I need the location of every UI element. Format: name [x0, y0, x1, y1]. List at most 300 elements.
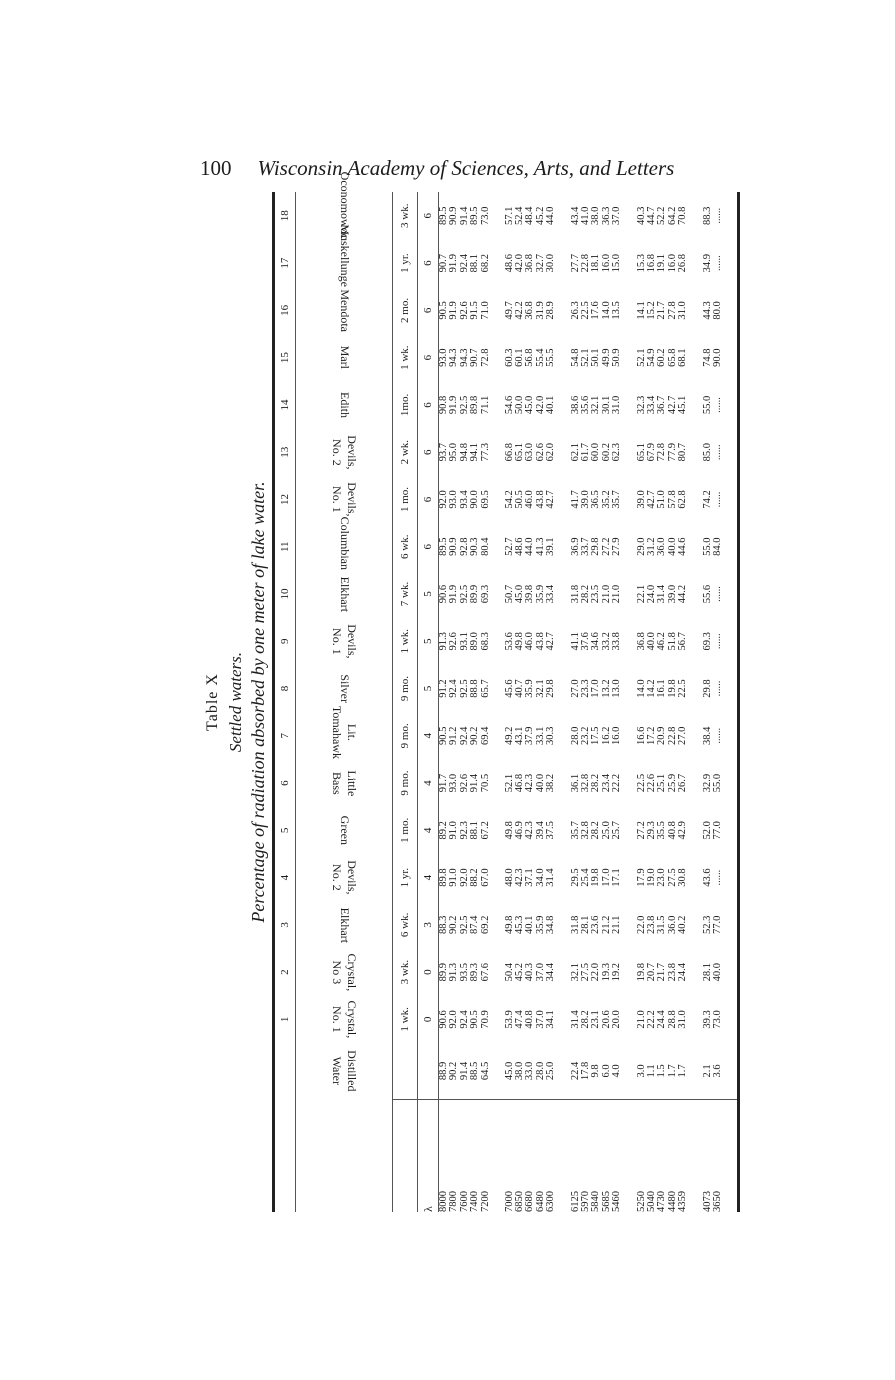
data-value: 90.5: [438, 726, 449, 745]
data-cell: [505, 192, 571, 240]
column-name: Elkhart: [337, 907, 352, 943]
distilled-value: 17.8: [579, 1061, 591, 1081]
data-value: 54.2: [503, 490, 515, 509]
data-value: 57.8: [666, 490, 678, 509]
data-value: 36.0: [656, 537, 668, 556]
data-value: 13.0: [611, 679, 623, 698]
data-value: 92.5: [458, 679, 470, 698]
data-value: 92.8: [458, 537, 470, 556]
data-value: 74.2: [701, 490, 713, 509]
distilled-cell: [637, 1043, 703, 1099]
data-value: 34.9: [701, 253, 713, 273]
data-cell: [637, 429, 703, 476]
data-value: ......: [711, 255, 723, 272]
data-value: 92.5: [458, 395, 470, 415]
column-age: 7 wk.: [393, 570, 418, 617]
data-cell: [571, 429, 637, 476]
data-cell: [703, 854, 738, 901]
column-name-cell: [296, 948, 393, 995]
column-number: 5: [274, 807, 296, 854]
column-age: 1 yr.: [393, 854, 418, 901]
data-value: 22.8: [579, 253, 591, 273]
data-value: 92.5: [458, 915, 470, 935]
data-value: 92.5: [458, 584, 470, 604]
data-value: 22.2: [611, 773, 623, 793]
data-cell: [505, 618, 571, 665]
data-value: 89.2: [438, 821, 449, 840]
distilled-value: 1.5: [656, 1064, 668, 1078]
data-value: 44.7: [645, 206, 657, 225]
data-value: 22.2: [645, 1010, 657, 1029]
data-value: 29.3: [645, 821, 657, 840]
column-age: 1 mo.: [393, 476, 418, 523]
data-value: 39.0: [579, 490, 591, 509]
data-value: 56.8: [524, 348, 536, 367]
data-value: 36.5: [590, 490, 602, 509]
column-age: 6 wk.: [393, 523, 418, 570]
data-value: ......: [711, 444, 723, 461]
column-name-cell: [296, 618, 393, 665]
data-cell: [439, 618, 505, 665]
data-value: 45.0: [524, 395, 536, 415]
data-cell: [439, 807, 505, 854]
data-cell: [571, 854, 637, 901]
column-age: 1 yr.: [393, 240, 418, 287]
data-cell: [703, 381, 738, 428]
data-value: 33.4: [545, 584, 557, 604]
wavelength-value: 4073: [701, 1191, 713, 1212]
distilled-header-text: Distilled Water: [330, 1050, 359, 1092]
wavelength-value: 7400: [469, 1191, 481, 1212]
data-value: 91.3: [438, 632, 449, 651]
data-value: 24.4: [677, 962, 689, 982]
data-value: 49.8: [513, 632, 525, 651]
data-value: 20.0: [611, 1010, 623, 1029]
data-value: 70.8: [677, 206, 689, 225]
data-value: 72.8: [656, 443, 668, 462]
data-value: 40.2: [677, 915, 689, 935]
data-cell: [637, 618, 703, 665]
data-cell: [703, 334, 738, 381]
data-value: 90.6: [438, 1010, 449, 1029]
column-age: 1 wk.: [393, 996, 418, 1043]
data-value: 22.0: [635, 915, 647, 935]
data-cell: [703, 759, 738, 806]
data-value: 65.8: [666, 348, 678, 367]
data-value: 15.2: [645, 301, 657, 320]
data-value: 17.9: [635, 868, 647, 887]
data-cell: [571, 334, 637, 381]
data-value: 60.0: [590, 443, 602, 462]
distilled-value: 25.0: [545, 1061, 557, 1081]
column-age: 2 wk.: [393, 429, 418, 476]
distilled-cell: [439, 1043, 505, 1099]
distilled-value: 88.5: [469, 1061, 481, 1081]
data-value: 61.7: [579, 443, 591, 462]
data-cell: [571, 570, 637, 617]
table-body: [439, 192, 739, 1212]
data-value: 90.8: [438, 395, 449, 415]
data-value: 90.9: [448, 537, 460, 556]
data-value: 21.0: [600, 584, 612, 604]
column-temp: 4: [418, 759, 439, 806]
column-temp: 4: [418, 807, 439, 854]
data-value: 41.1: [569, 632, 581, 651]
data-cell: [637, 759, 703, 806]
data-value: 92.6: [448, 632, 460, 651]
wavelength-group-row: [439, 192, 505, 1212]
column-number: 18: [274, 192, 296, 240]
data-value: 44.0: [524, 537, 536, 556]
data-value: 67.2: [479, 821, 491, 840]
column-name-cell: [296, 172, 393, 240]
data-cell: [571, 712, 637, 759]
data-value: 91.7: [438, 773, 449, 793]
data-value: 17.2: [645, 726, 657, 745]
data-value: 24.4: [656, 1010, 668, 1029]
column-temp: 6: [418, 476, 439, 523]
data-value: 92.0: [448, 1010, 460, 1029]
data-value: 71.0: [479, 301, 491, 320]
column-number: 10: [274, 570, 296, 617]
data-value: 52.1: [503, 773, 515, 793]
data-value: ......: [711, 207, 723, 224]
data-value: 21.1: [611, 915, 623, 935]
data-value: 49.7: [503, 301, 515, 320]
column-temp: 5: [418, 618, 439, 665]
running-title: Wisconsin Academy of Sciences, Arts, and Letters: [257, 156, 675, 180]
data-value: 40.0: [711, 962, 723, 982]
data-value: 28.2: [579, 1010, 591, 1029]
data-value: 88.8: [469, 679, 481, 698]
column-age: 6 wk.: [393, 901, 418, 948]
data-value: 91.4: [458, 206, 470, 225]
data-value: 89.5: [438, 537, 449, 556]
data-cell: [571, 381, 637, 428]
wavelength-value: 3650: [711, 1191, 723, 1212]
rotated-table-block: [200, 172, 800, 1212]
data-value: 94.3: [458, 348, 470, 367]
data-value: 93.0: [448, 490, 460, 509]
data-value: 67.0: [479, 868, 491, 887]
data-value: 28.2: [579, 584, 591, 604]
column-temp: 6: [418, 429, 439, 476]
data-value: 22.8: [666, 726, 678, 745]
data-value: 27.0: [677, 726, 689, 745]
data-value: 94.1: [469, 443, 481, 462]
data-cell: [439, 334, 505, 381]
column-age: 3 wk.: [393, 948, 418, 995]
data-cell: [637, 287, 703, 334]
data-value: 90.2: [469, 726, 481, 745]
data-value: 92.6: [458, 773, 470, 793]
column-temp: 4: [418, 712, 439, 759]
data-value: 40.1: [524, 915, 536, 935]
data-cell: [703, 429, 738, 476]
wavelength-group-row: [571, 192, 637, 1212]
data-value: 69.3: [701, 632, 713, 651]
data-value: 35.5: [656, 821, 668, 840]
data-value: 33.8: [611, 632, 623, 651]
data-value: 63.0: [524, 443, 536, 462]
data-value: 91.0: [448, 868, 460, 887]
data-value: 67.6: [479, 962, 491, 982]
data-value: 65.1: [635, 443, 647, 462]
page-number: 100: [200, 156, 232, 180]
data-value: 32.8: [579, 773, 591, 793]
data-value: 46.0: [524, 490, 536, 509]
data-value: 57.1: [503, 206, 515, 225]
data-cell: [637, 240, 703, 287]
data-value: 64.2: [666, 206, 678, 225]
data-value: 23.0: [656, 868, 668, 887]
data-value: 31.8: [569, 584, 581, 604]
data-value: 41.7: [569, 490, 581, 509]
data-value: 91.5: [469, 301, 481, 320]
distilled-value: 2.1: [701, 1064, 713, 1078]
data-value: 36.8: [524, 253, 536, 273]
distilled-value: 3.0: [635, 1064, 647, 1078]
distilled-value: 1.7: [666, 1064, 678, 1078]
data-cell: [505, 759, 571, 806]
data-value: 33.4: [645, 395, 657, 415]
data-value: 89.8: [469, 395, 481, 415]
data-value: 92.4: [458, 726, 470, 745]
column-age: 9 mo.: [393, 665, 418, 712]
data-value: 23.2: [579, 726, 591, 745]
lambda-header: λ: [418, 1099, 439, 1212]
wavelength-cell: [637, 1099, 703, 1212]
data-value: 50.9: [611, 348, 623, 367]
column-temp: 6: [418, 523, 439, 570]
data-value: 45.0: [513, 584, 525, 604]
data-value: 54.6: [503, 395, 515, 415]
data-cell: [505, 523, 571, 570]
data-value: 22.5: [635, 773, 647, 793]
data-value: 44.0: [545, 206, 557, 225]
data-value: 95.0: [448, 443, 460, 462]
column-age: 2 mo.: [393, 287, 418, 334]
data-value: 62.0: [545, 443, 557, 462]
data-cell: [637, 570, 703, 617]
column-temp: 6: [418, 334, 439, 381]
data-value: 16.2: [600, 726, 612, 745]
data-value: 44.6: [677, 537, 689, 556]
data-value: 16.1: [656, 679, 668, 698]
data-value: 20.7: [645, 962, 657, 982]
wavelength-value: 6850: [513, 1191, 525, 1212]
data-cell: [571, 240, 637, 287]
data-value: 23.8: [666, 962, 678, 982]
wavelength-value: 5460: [611, 1191, 623, 1212]
data-value: 48.0: [503, 868, 515, 887]
data-value: 87.4: [469, 915, 481, 935]
data-value: 53.6: [503, 632, 515, 651]
distilled-cell: [703, 1043, 738, 1099]
data-value: 89.5: [438, 206, 449, 225]
data-cell: [703, 287, 738, 334]
data-value: 46.2: [656, 632, 668, 651]
data-value: 43.6: [701, 868, 713, 887]
column-name-cell: [296, 224, 393, 287]
data-value: 37.0: [534, 1010, 546, 1029]
data-value: 19.8: [590, 868, 602, 887]
data-value: 45.6: [503, 679, 515, 698]
data-value: 37.0: [534, 962, 546, 982]
column-number: 12: [274, 476, 296, 523]
data-value: 92.0: [458, 868, 470, 887]
data-value: 48.6: [503, 253, 515, 273]
column-temp: 5: [418, 570, 439, 617]
data-value: 49.8: [503, 821, 515, 840]
data-cell: [439, 523, 505, 570]
data-cell: [637, 854, 703, 901]
data-cell: [439, 759, 505, 806]
data-value: 40.8: [666, 821, 678, 840]
data-value: 40.0: [666, 537, 678, 556]
data-value: 34.1: [545, 1010, 557, 1029]
data-value: 52.7: [503, 537, 515, 556]
data-value: 32.1: [590, 395, 602, 415]
data-value: 48.6: [513, 537, 525, 556]
column-age: 1 wk.: [393, 334, 418, 381]
data-cell: [637, 381, 703, 428]
data-value: 60.2: [600, 443, 612, 462]
data-value: 80.0: [711, 301, 723, 320]
data-value: 65.1: [513, 443, 525, 462]
column-number: 8: [274, 665, 296, 712]
data-value: 55.0: [701, 395, 713, 415]
data-value: 36.9: [569, 537, 581, 556]
data-value: 39.1: [545, 537, 557, 556]
data-value: 60.3: [503, 348, 515, 367]
distilled-cell: [505, 1043, 571, 1099]
data-cell: [703, 192, 738, 240]
data-value: 69.4: [479, 726, 491, 745]
distilled-value: 4.0: [611, 1064, 623, 1078]
data-cell: [439, 381, 505, 428]
data-cell: [637, 665, 703, 712]
data-value: 32.1: [534, 679, 546, 698]
data-value: 27.2: [600, 537, 612, 556]
wavelength-value: 5970: [579, 1191, 591, 1212]
data-value: 88.3: [701, 206, 713, 225]
column-name-cell: [296, 476, 393, 523]
data-value: 42.2: [513, 301, 525, 320]
table-title: Percentage of radiation absorbed by one meter of lake water.: [248, 481, 268, 923]
data-value: 34.0: [534, 868, 546, 887]
data-value: 33.2: [600, 632, 612, 651]
data-value: 52.3: [701, 915, 713, 935]
data-value: 22.6: [645, 773, 657, 793]
data-cell: [571, 759, 637, 806]
data-cell: [571, 618, 637, 665]
bottom-rule: [737, 192, 739, 1212]
column-age: 1mo.: [393, 381, 418, 428]
data-value: 77.9: [666, 443, 678, 462]
data-value: 33.1: [534, 726, 546, 745]
data-value: 32.1: [569, 962, 581, 982]
data-value: 91.2: [438, 679, 449, 698]
data-value: 31.4: [569, 1010, 581, 1029]
data-value: 39.0: [635, 490, 647, 509]
data-value: 40.0: [534, 773, 546, 793]
column-temp: 6: [418, 381, 439, 428]
wavelength-value: 5040: [645, 1191, 657, 1212]
data-value: 31.0: [677, 1010, 689, 1029]
data-value: 60.2: [656, 348, 668, 367]
data-value: 31.5: [656, 915, 668, 935]
data-value: 16.8: [645, 253, 657, 273]
wavelength-value: 6300: [545, 1191, 557, 1212]
table-subtitle: Settled waters.: [226, 651, 245, 753]
data-cell: [439, 192, 505, 240]
wavelength-cell: [439, 1099, 505, 1212]
data-cell: [439, 948, 505, 995]
column-number: 14: [274, 381, 296, 428]
column-number: 7: [274, 712, 296, 759]
wavelength-value: 5250: [635, 1191, 647, 1212]
data-value: 40.7: [513, 679, 525, 698]
wavelength-value: 6680: [524, 1191, 536, 1212]
data-value: 39.0: [666, 584, 678, 604]
column-name-cell: [296, 706, 393, 760]
data-value: 27.5: [579, 962, 591, 982]
data-value: 47.4: [513, 1010, 525, 1029]
data-value: 91.0: [448, 821, 460, 840]
data-value: 13.5: [611, 301, 623, 320]
data-value: 23.1: [590, 1010, 602, 1029]
wavelength-cell: [571, 1099, 637, 1212]
column-number-blank: [274, 1043, 296, 1099]
data-value: 32.3: [635, 395, 647, 415]
data-value: 29.8: [590, 537, 602, 556]
column-number: 6: [274, 759, 296, 806]
data-value: ......: [711, 491, 723, 508]
column-temp: 4: [418, 854, 439, 901]
data-cell: [439, 712, 505, 759]
column-name: Little Bass: [330, 770, 359, 797]
data-cell: [505, 807, 571, 854]
data-cell: [505, 334, 571, 381]
data-value: 17.1: [611, 868, 623, 887]
data-value: 93.5: [458, 962, 470, 982]
data-value: 42.0: [534, 395, 546, 415]
data-value: 50.7: [503, 584, 515, 604]
data-value: 18.1: [590, 253, 602, 273]
data-value: 89.8: [438, 868, 449, 887]
data-value: 62.3: [611, 443, 623, 462]
temp-blank: [418, 1043, 439, 1099]
data-value: 50.0: [513, 395, 525, 415]
data-value: 45.3: [513, 915, 525, 935]
data-cell: [703, 665, 738, 712]
column-name: Oconomowoc: [337, 172, 352, 240]
column-name: Silver: [337, 674, 352, 703]
data-value: 27.5: [666, 868, 678, 887]
data-value: 36.7: [656, 395, 668, 415]
data-value: 45.2: [513, 962, 525, 982]
column-name-cell: [296, 381, 393, 428]
data-value: 40.8: [524, 1010, 536, 1029]
data-cell: [637, 996, 703, 1043]
data-value: 52.1: [635, 348, 647, 367]
wavelength-cell: [505, 1099, 571, 1212]
data-value: 49.2: [503, 726, 515, 745]
data-value: 34.8: [545, 915, 557, 935]
data-value: 39.4: [534, 821, 546, 840]
data-value: 93.0: [438, 348, 449, 367]
